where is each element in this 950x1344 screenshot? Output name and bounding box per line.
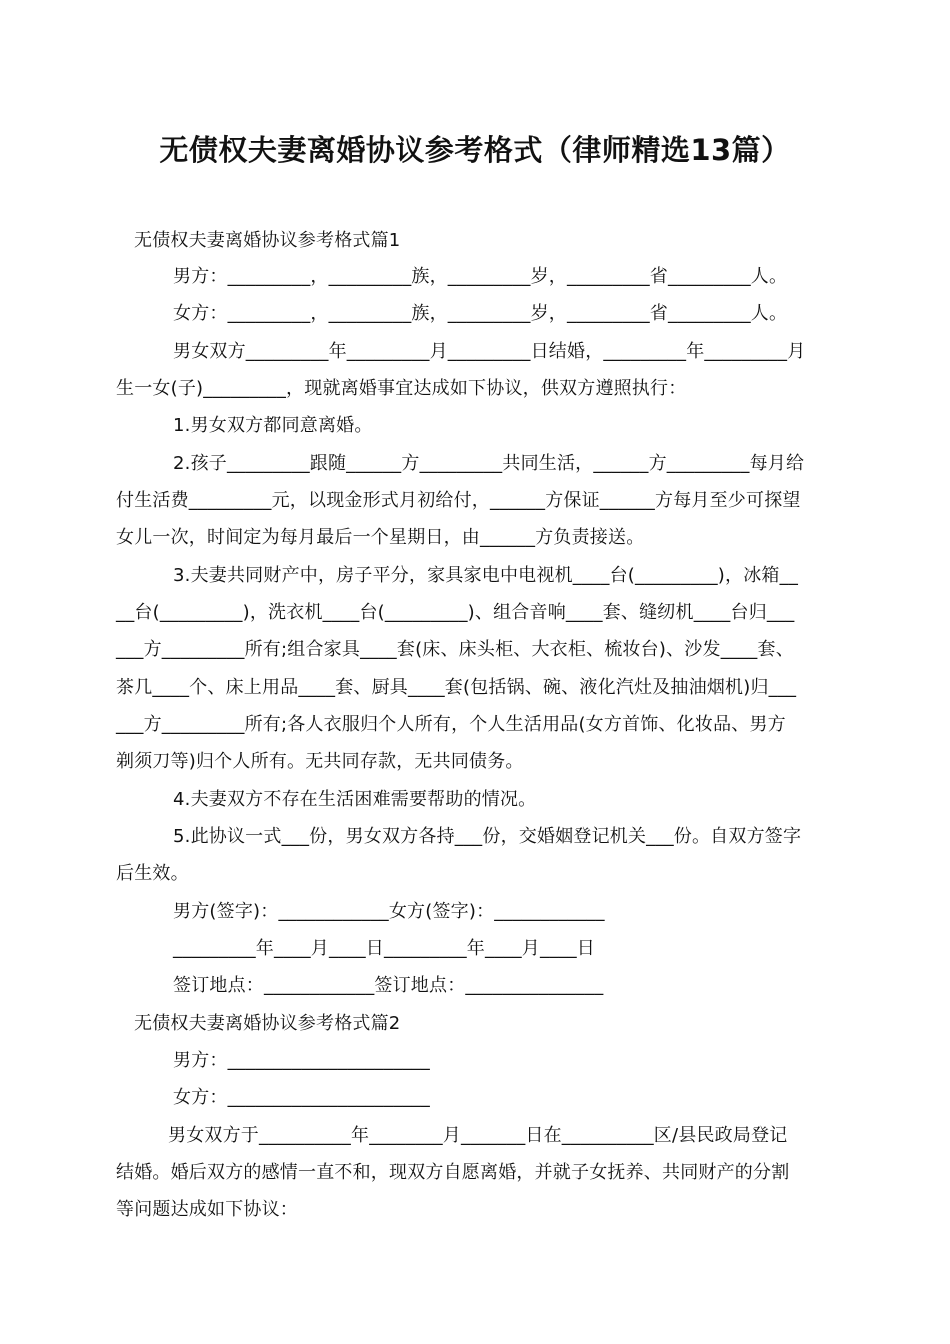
section-heading-2: 无债权夫妻离婚协议参考格式篇2: [134, 1013, 401, 1034]
clause-3-line: 3.夫妻共同财产中，房子平分，家具家电中电视机____台(_________)，冰箱__: [173, 565, 799, 586]
section-heading-1: 无债权夫妻离婚协议参考格式篇1: [134, 230, 401, 251]
clause-5-line: 后生效。: [116, 863, 189, 884]
paragraph-line: 生一女(子)_________，现就离婚事宜达成如下协议，供双方遵照执行：: [116, 378, 687, 399]
clause-3-line: 剃须刀等)归个人所有。无共同存款，无共同债务。: [116, 751, 524, 772]
clause-2-line: 付生活费_________元，以现金形式月初给付，______方保证______方每月至少可探望: [116, 490, 801, 511]
place-line: 签订地点：____________签订地点：_______________: [173, 975, 604, 996]
signature-line: 男方(签字)：____________女方(签字)：____________: [173, 901, 605, 922]
clause-1: 1.男女双方都同意离婚。: [173, 415, 373, 436]
paragraph-line: 等问题达成如下协议：: [116, 1199, 298, 1220]
paragraph-line: 结婚。婚后双方的感情一直不和，现双方自愿离婚，并就子女抚养、共同财产的分割: [116, 1162, 790, 1183]
document-title: 无债权夫妻离婚协议参考格式（律师精选13篇）: [159, 133, 791, 167]
clause-5-line: 5.此协议一式___份，男女双方各持___份，交婚姻登记机关___份。自双方签字: [173, 826, 802, 847]
date-line: _________年____月____日_________年____月____日: [173, 938, 595, 959]
male-party-line: 男方：_________，_________族，_________岁，_________省_________人。: [173, 266, 788, 287]
male-party-line: 男方：______________________: [173, 1050, 430, 1071]
clause-2-line: 女儿一次，时间定为每月最后一个星期日，由______方负责接送。: [116, 527, 645, 548]
female-party-line: 女方：_________，_________族，_________岁，_________省_________人。: [173, 303, 788, 324]
clause-3-line: ___方_________所有;组合家具____套(床、床头柜、大衣柜、梳妆台)、沙发____套、: [116, 639, 794, 660]
clause-4: 4.夫妻双方不存在生活困难需要帮助的情况。: [173, 789, 537, 810]
clause-2-line: 2.孩子_________跟随______方_________共同生活，______方_________每月给: [173, 453, 805, 474]
paragraph-line: 男女双方_________年_________月_________日结婚，_________年_________月: [173, 341, 806, 362]
clause-3-line: 茶几____个、床上用品____套、厨具____套(包括锅、碗、液化汽灶及抽油烟机)归___: [116, 677, 797, 698]
female-party-line: 女方：______________________: [173, 1087, 430, 1108]
clause-3-line: __台(_________)，洗衣机____台(_________)、组合音响____套、缝纫机____台归___: [116, 602, 795, 623]
clause-3-line: ___方_________所有;各人衣服归个人所有，个人生活用品(女方首饰、化妆品、男方: [116, 714, 786, 735]
paragraph-line: 男女双方于__________年________月_______日在__________区/县民政局登记: [168, 1125, 788, 1146]
